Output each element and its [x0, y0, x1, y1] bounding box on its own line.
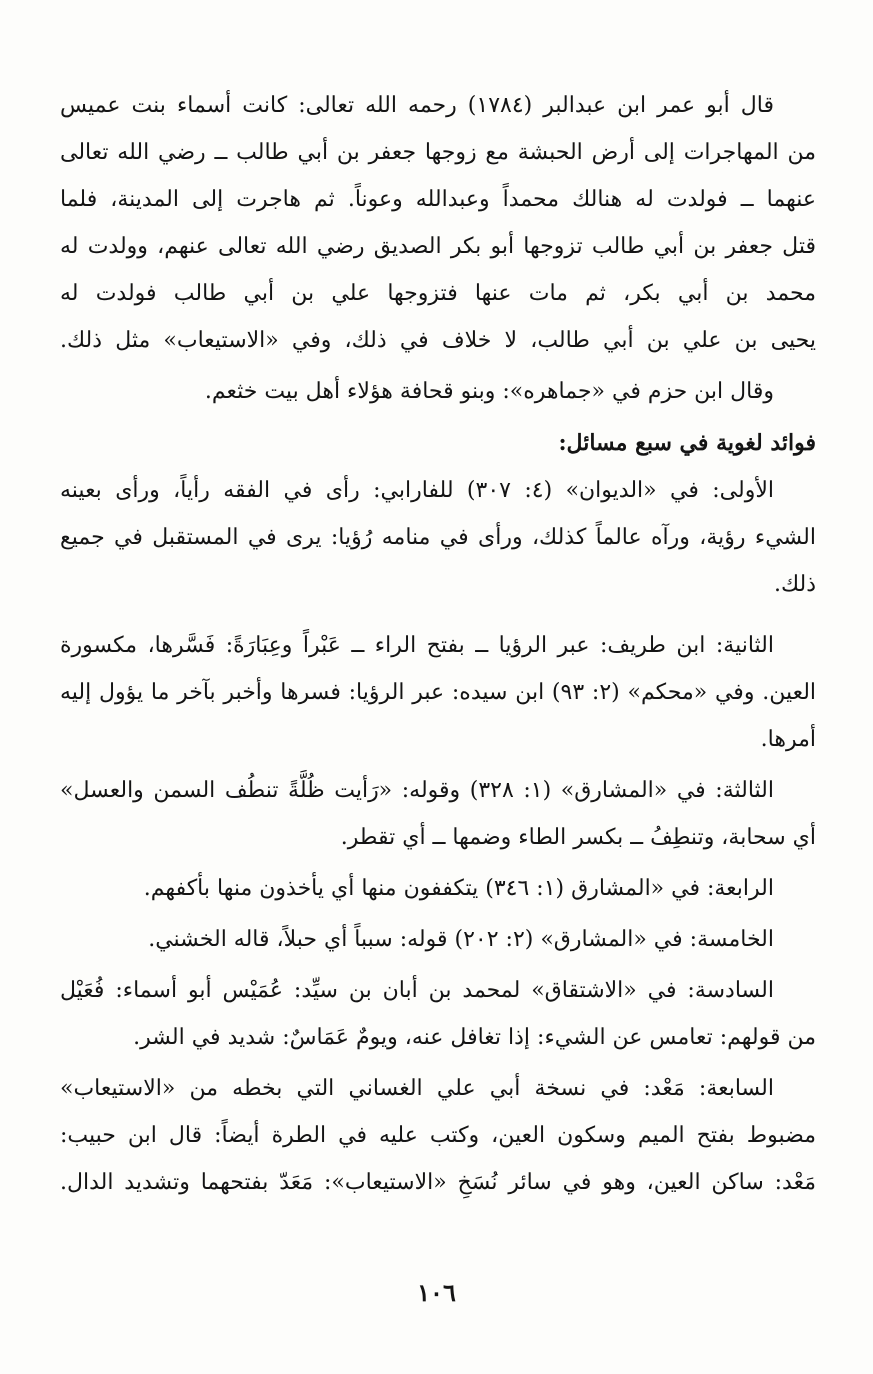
text-line: العين. وفي «محكم» (٢: ٩٣) ابن سيده: عبر الرؤيا: فسرها وأخبر بآخر ما يؤول إليه: [60, 680, 816, 705]
page-number: ١٠٦: [417, 1278, 456, 1307]
heading-text: فوائد لغوية في سبع مسائل:: [558, 430, 816, 456]
text-line: من قولهم: تعامس عن الشيء: إذا تغافل عنه، ويومٌ عَمَاسٌ: شديد في الشر.: [133, 1025, 816, 1050]
text-line: أمرها.: [760, 727, 816, 752]
text-line: محمد بن أبي بكر، ثم مات عنها فتزوجها علي بن أبي طالب فولدت له: [60, 281, 816, 306]
text-line: الأولى: في «الديوان» (٤: ٣٠٧) للفارابي: رأى في الفقه رأياً، ورأى بعينه: [60, 478, 774, 503]
text-line: يحيى بن علي بن أبي طالب، لا خلاف في ذلك، وفي «الاستيعاب» مثل ذلك.: [60, 328, 816, 353]
paragraph-first-issue: [60, 467, 816, 608]
text-line: قتل جعفر بن أبي طالب تزوجها أبو بكر الصديق رضي الله تعالى عنهم، وولدت له: [60, 234, 816, 259]
text-line: وقال ابن حزم في «جماهره»: وبنو قحافة هؤلاء أهل بيت خثعم.: [204, 379, 774, 404]
text-line: الشيء رؤية، ورآه عالماً كذلك، ورأى في منامه رُؤيا: يرى في المستقبل في جميع: [60, 525, 816, 550]
text-line: السابعة: مَعْد: في نسخة أبي علي الغساني التي بخطه من «الاستيعاب»: [60, 1076, 774, 1101]
text-line: مَعْد: ساكن العين، وهو في سائر نُسَخِ «الاستيعاب»: مَعَدّ بفتحهما وتشديد الدال.: [60, 1170, 816, 1195]
text-line: أي سحابة، وتنطِفُ ــ بكسر الطاء وضمها ــ أي تقطر.: [340, 825, 816, 850]
text-line: السادسة: في «الاشتقاق» لمحمد بن أبان بن سيِّد: عُمَيْس أبو أسماء: فُعَيْل: [60, 978, 774, 1003]
paragraph-asma-bint-umays: [60, 82, 816, 364]
paragraph-fourth-issue: [60, 865, 816, 912]
text-line: قال أبو عمر ابن عبدالبر (١٧٨٤) رحمه الله تعالى: كانت أسماء بنت عميس: [60, 93, 774, 118]
text-line: الخامسة: في «المشارق» (٢: ٢٠٢) قوله: سبباً أي حبلاً، قاله الخشني.: [148, 927, 774, 952]
page-body: [60, 82, 816, 1206]
paragraph-third-issue: [60, 767, 816, 861]
paragraph-ibn-hazm: [60, 368, 816, 415]
paragraph-second-issue: [60, 622, 816, 763]
text-line: مضبوط بفتح الميم وسكون العين، وكتب عليه في الطرة أيضاً: قال ابن حبيب:: [60, 1123, 816, 1148]
paragraph-sixth-issue: [60, 967, 816, 1061]
text-line: الثانية: ابن طريف: عبر الرؤيا ــ بفتح الراء ــ عَبْراً وعِبَارَةً: فَسَّرها، مكسورة: [60, 633, 774, 658]
text-line: عنهما ــ فولدت له هنالك محمداً وعبدالله وعوناً. ثم هاجرت إلى المدينة، فلما: [60, 187, 816, 212]
section-heading: [60, 419, 816, 467]
text-line: الرابعة: في «المشارق (١: ٣٤٦) يتكففون منها أي يأخذون منها بأكفهم.: [143, 876, 774, 901]
paragraph-fifth-issue: [60, 916, 816, 963]
text-line: الثالثة: في «المشارق» (١: ٣٢٨) وقوله: «رَأيت ظُلَّةً تنطُف السمن والعسل»: [60, 778, 774, 803]
text-line: من المهاجرات إلى أرض الحبشة مع زوجها جعفر بن أبي طالب ــ رضي الله تعالى: [60, 140, 816, 165]
text-line: ذلك.: [773, 572, 816, 597]
paragraph-seventh-issue: [60, 1065, 816, 1206]
